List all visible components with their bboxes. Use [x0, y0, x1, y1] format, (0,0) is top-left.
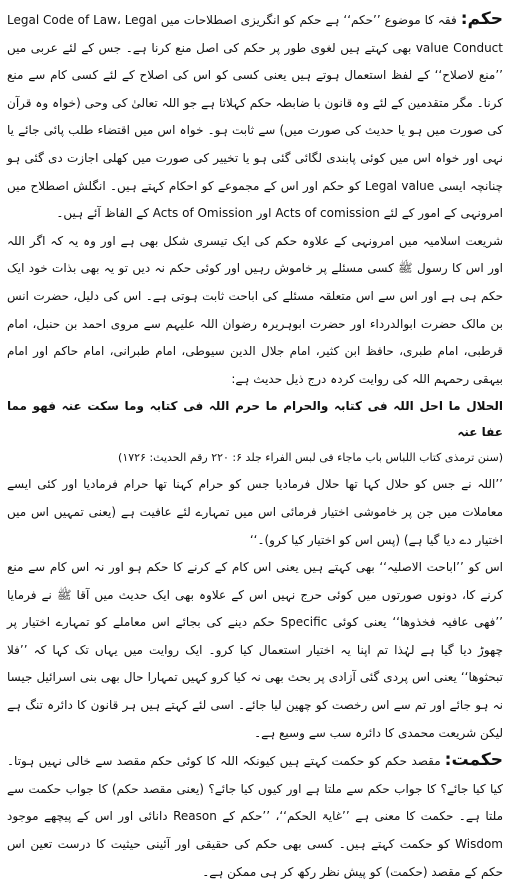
hadith-translation	[7, 471, 503, 554]
hadith-arabic: الحلال ما احل اللہ فی کتابہ والحرام ما حرم اللہ فی کتابہ وما سکت عنہ فھو مما عفا عنہ	[7, 399, 503, 440]
hukm-paragraph	[7, 6, 503, 228]
hikmat-text: مقصد حکم کو حکمت کہتے ہیں کیونکہ اللہ کا کوئی حکم مقصد سے خالی نہیں ہوتا۔ کیا کیا جائے؟ کا جواب حکم سے ملتا ہے اور کیوں کیا جائے؟ (یعنی مقصد حکم) کا جواب حکمت سے ملتا ہے۔ حکمت کا معنی ہے ’’غایۃ الحکم‘‘، ’’حکم کے Reason دانائی اور اس کے پیچھے موجود Wisdom کو حکمت کہتے ہیں۔ کسی بھی حکم کی حقیقی اور آئینی حیثیت کا درست تعین اس حکم کے مقصد (حکمت) کو پیش نظر رکھ کر ہی ممکن ہے۔	[7, 754, 504, 879]
asl-paragraph	[7, 554, 503, 747]
hukm-text: فقہ کا موضوع ’’حکم‘‘ ہے حکم کو انگریزی اصطلاحات میں Legal Code of Law، Legal value Conduct بھی کہتے ہیں لغوی طور پر حکم کی اصل منع کرنا ہے۔ جس کے لئے عربی میں ’’منع لاصلاح‘‘ کے لفظ استعمال ہوتے ہیں یعنی کسی کو اس کی اصلاح کے لئے کسی کام سے منع کرنا۔ مگر متقدمین کے لئے وہ قانون با ضابطہ حکم کہلاتا ہے جو اللہ تعالیٰ کی وحی (خواہ وہ قرآن کی صورت میں ہو یا حدیث کی صورت میں) سے ثابت ہو۔ خواہ اس میں اقتضاء طلب پائی جائے یا نہی اور خواہ اس میں کوئی پابندی لگائی گئی ہو یا تخییر کی صورت میں کھلی اجازت دی گئی ہو چنانچہ ایسی Legal value کو حکم اور اس کے مجموعے کو احکام کہتے ہیں۔ انگلش اصطلاح میں امرونہی کے امور کے لئے Acts of comission اور Acts of Omission کے الفاظ آئے ہیں۔	[7, 13, 503, 221]
hadith-translation-text: ’’اللہ نے جس کو حلال کہا تھا حلال فرمادیا جس کو حرام کہنا تھا حرام فرمادیا اور کئی ایسے معاملات میں جن پر خاموشی اختیار فرمائی اس میں تمہارے لئے عافیت ہے (یعنی تمہیں اس میں اختیار دے دیا گیا ہے) (پس اس کو اختیار کیا کرو)۔‘‘	[7, 477, 503, 547]
hikmat-heading: حکمت:	[444, 750, 503, 771]
ibahat-text: شریعت اسلامیہ میں امرونہی کے علاوہ حکم کی ایک تیسری شکل بھی ہے اور وہ یہ کہ اگر اللہ اور اس کا رسول ﷺ کسی مسئلے پر خاموش رہیں اور کوئی حکم نہ دیں تو یہ بھی بذات خود ایک حکم ہی ہے اور اس سے اس متعلقہ مسئلے کی اباحت ثابت ہوتی ہے۔ اس کی دلیل، حضرت انس بن مالک حضرت ابوالدرداء اور حضرت ابوہریرہ رضوان اللہ علیہم سے مروی احمد بن حنبل، امام قرطبی، امام طبری، حافظ ابن کثیر، امام جلال الدین سیوطی، امام طبرانی، امام حاکم اور امام بیہقی رحمہم اللہ کی روایت کردہ درج ذیل حدیث ہے:	[7, 233, 503, 386]
hadith-citation: (سنن ترمذی کتاب اللباس باب ماجاء فی لبس الفراء جلد ۶: ۲۲۰ رقم الحدیث: ۱۷۲۶)	[118, 451, 503, 465]
hikmat-paragraph	[7, 747, 503, 886]
ibahat-paragraph	[7, 228, 503, 394]
asl-text: اس کو ’’اباحت الاصلیہ‘‘ بھی کہتے ہیں یعنی اس کام کے کرنے کا حکم ہو اور نہ اس کام سے منع کرنے کا، دونوں صورتوں میں کوئی حرج نہیں اس کے علاوہ بھی ایک حدیث میں آقا ﷺ نے فرمایا ’’فھی عافیہ فخذوھا‘‘ یعنی کوئی Specific حکم دینے کی بجائے اس معاملے کو تمہارے اختیار پر چھوڑ دیا گیا ہے لہٰذا تم اپنا یہ اختیار استعمال کیا کرو۔ ایک روایت میں یہاں تک کہا کہ ’’فلا تبحثوھا‘‘ یعنی اس پردی گئی آزادی پر بحث بھی نہ کیا کرو کہیں تمہارا حال بھی بنی اسرائیل جیسا نہ ہو جائے اور تم سے اس رخصت کو چھین لیا جائے۔ اسی لئے کہتے ہیں ہر قانون کا دائرہ تنگ ہے لیکن شریعت محمدی کا دائرہ سب سے وسیع ہے۔	[7, 560, 503, 740]
hukm-heading: حکم:	[460, 9, 503, 29]
